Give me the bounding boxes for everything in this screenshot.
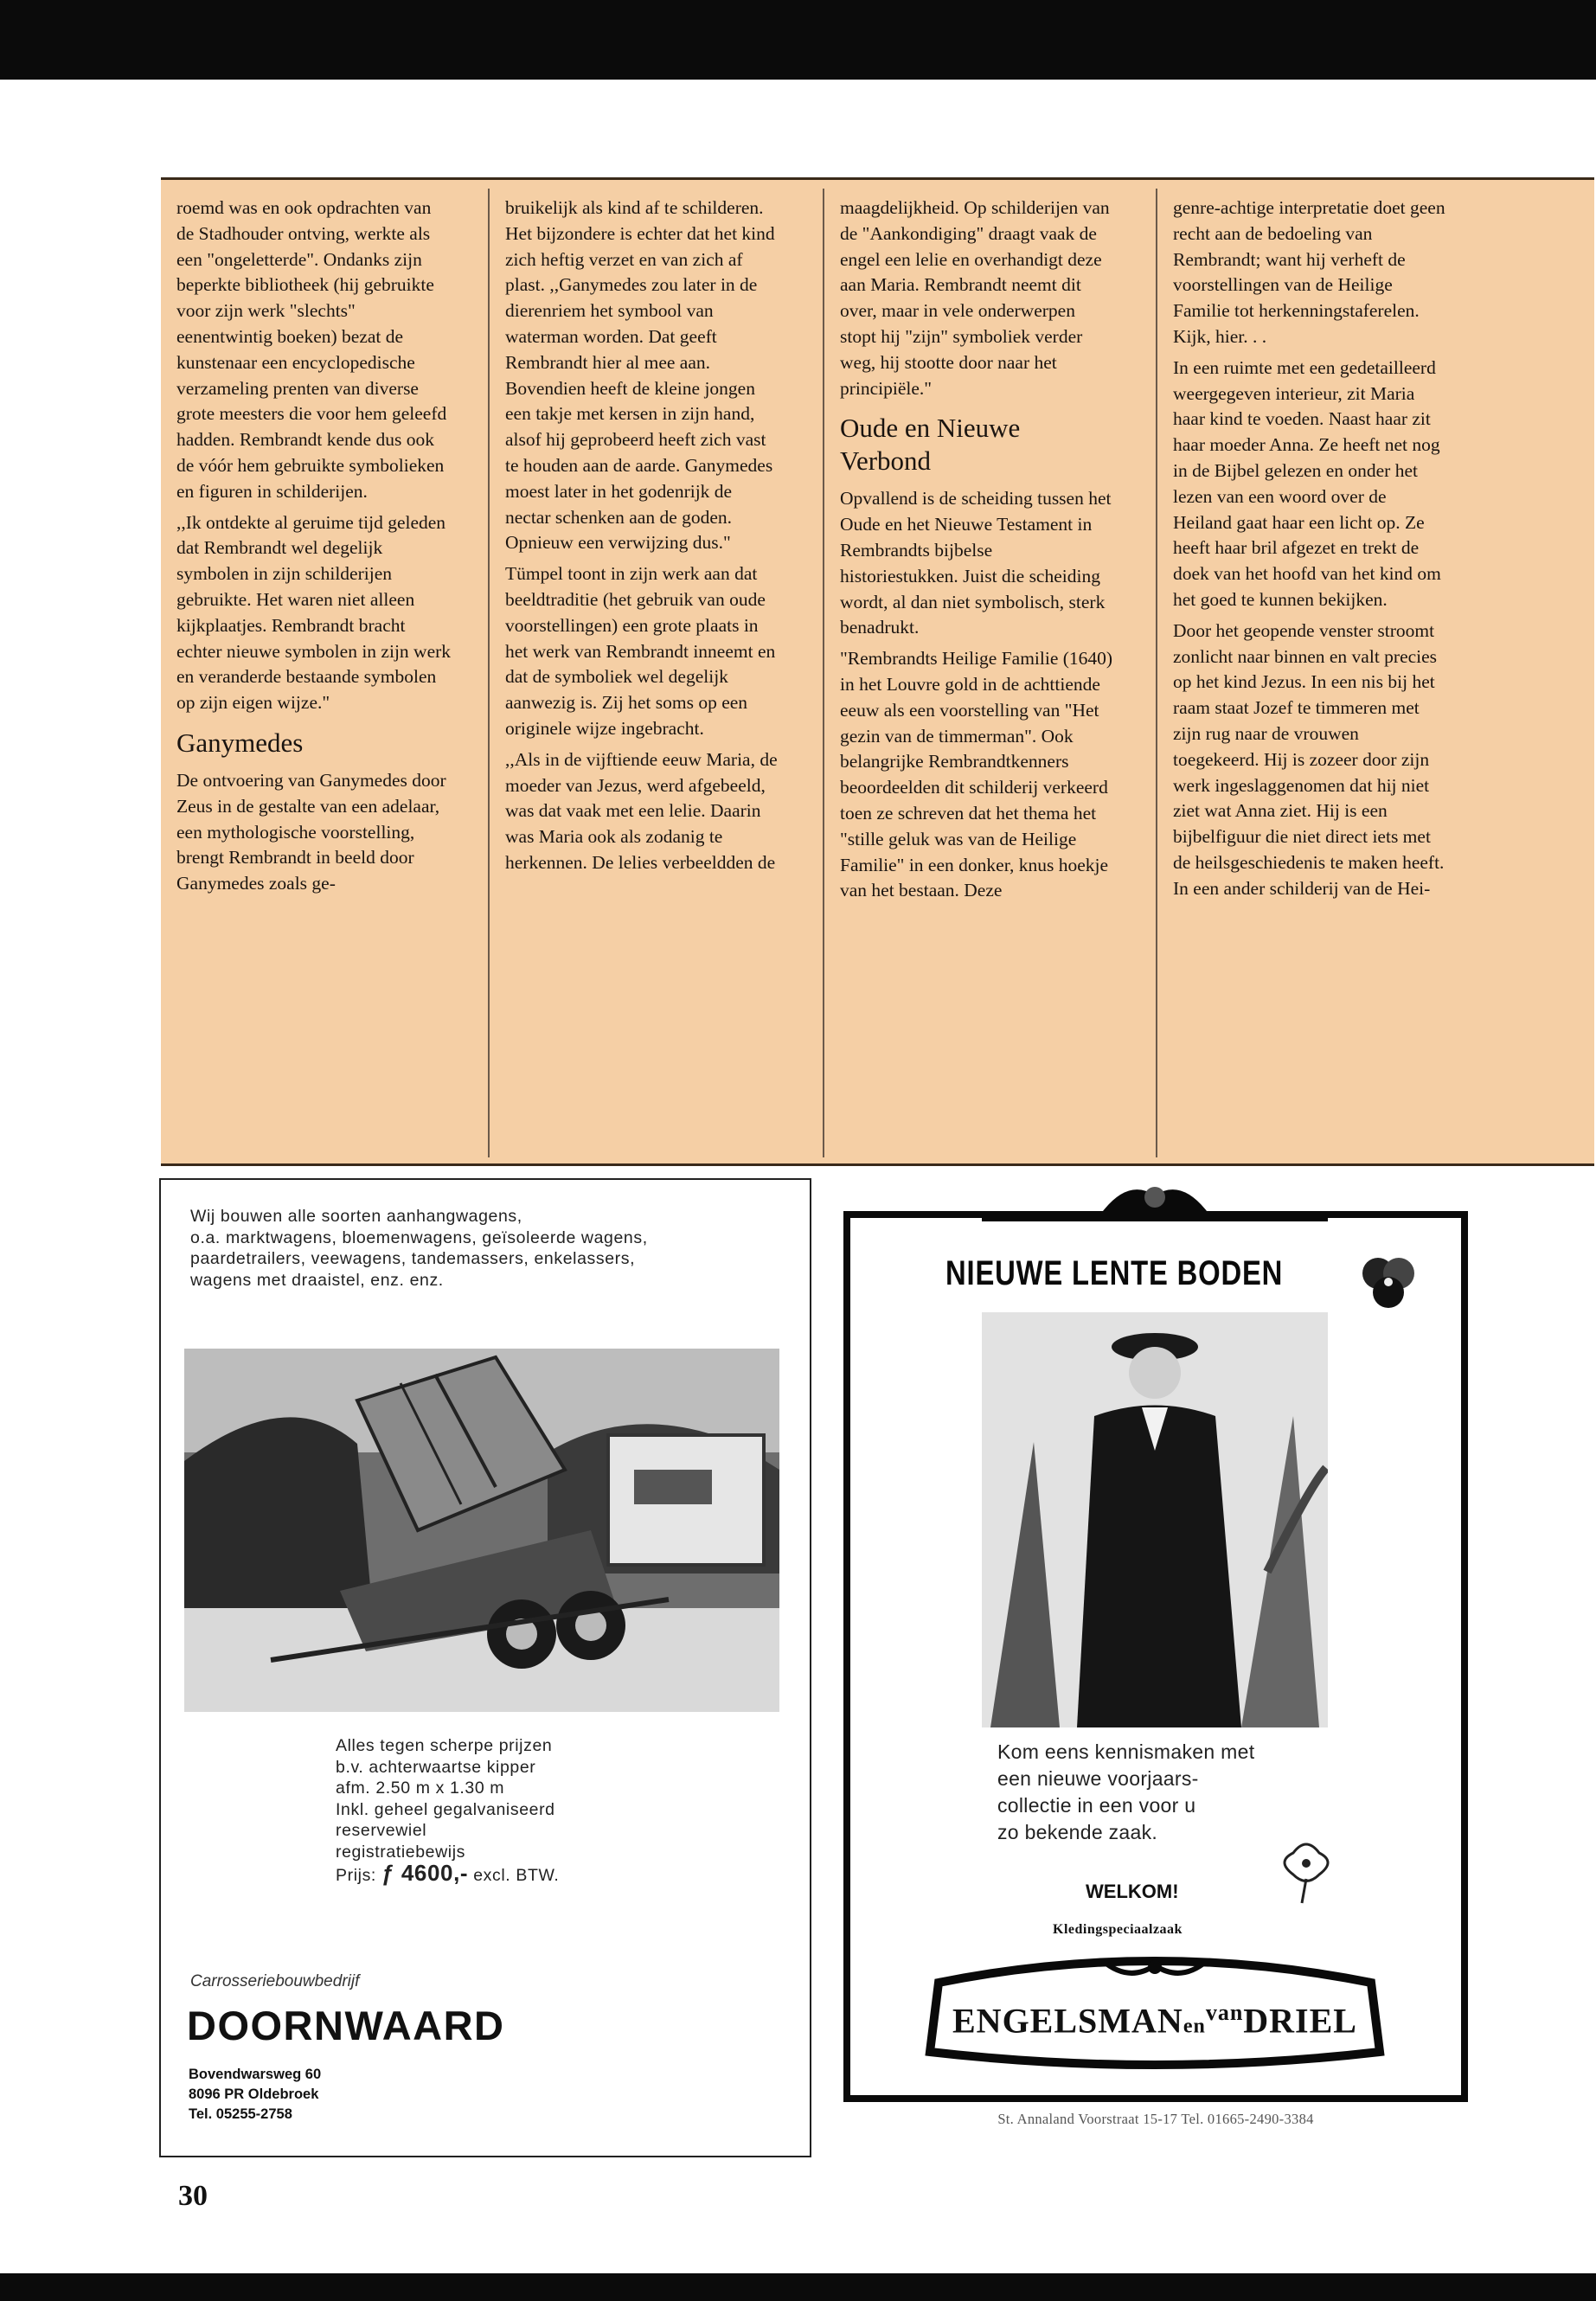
logo-text	[913, 2000, 1397, 2041]
ad-line: afm. 2.50 m x 1.30 m	[336, 1779, 505, 1798]
trailer-photo	[184, 1349, 779, 1712]
paragraph: Door het geopende venster stroomt zonlicht naar binnen en valt precies op het kind Jezus. In een nis bij het raam staat Jozef te timmeren met zijn rug naar de vrouwen toegekeerd. Hij is zozeer door zijn werk ingeslaggenomen dat hij niet ziet wat Anna ziet. Hij is een bijbelfiguur die niet direct iets met de heilsgeschiedenis te maken heeft. In een ander schilderij van de Hei-	[1173, 619, 1445, 899]
ad-line: Wij bouwen alle soorten aanhangwagens,	[190, 1207, 522, 1226]
ad-line: registratiebewijs	[336, 1842, 466, 1862]
article-column-3	[840, 195, 1115, 909]
ad-headline: NIEUWE LENTE BODEN	[945, 1254, 1284, 1292]
flower-sketch-icon	[1276, 1836, 1336, 1905]
paragraph: De ontvoering van Ganymedes door Zeus in de gestalte van een adelaar, een mythologische voorstelling, brengt Rembrandt in beeld door Ganymedes zoals ge-	[176, 769, 446, 894]
price-label: Prijs:	[336, 1866, 376, 1885]
ad-line: o.a. marktwagens, bloemenwagens, geïsoleerde wagens,	[190, 1227, 648, 1247]
pansy-flower-icon	[1354, 1247, 1423, 1317]
top-black-bar	[0, 0, 1596, 80]
bottom-black-bar	[0, 2273, 1596, 2301]
page-number: 30	[178, 2180, 208, 2212]
logo-left: ENGELSMAN	[952, 2001, 1183, 2041]
article-column-2	[505, 195, 780, 881]
column-divider	[823, 189, 824, 1157]
address-line: Tel. 05255-2758	[189, 2106, 292, 2122]
shop-type: Kledingspeciaalzaak	[1053, 1922, 1183, 1937]
article-body	[161, 177, 1594, 1166]
article-column-1	[176, 195, 452, 902]
logo-right: DRIEL	[1243, 2001, 1357, 2041]
ad-line: Inkl. geheel gegalvaniseerd	[336, 1799, 555, 1819]
company-name: DOORNWAARD	[187, 2003, 505, 2048]
paragraph: ,,Ik ontdekte al geruime tijd geleden dat Rembrandt wel degelijk symbolen in zijn schilderijen gebruikte. Het waren niet alleen kijkplaatjes. Rembrandt bracht echter nieuwe symbolen in zijn werk en veranderde bestaande symbolen op zijn eigen wijze."	[176, 511, 452, 714]
address-line: Bovendwarsweg 60	[189, 2067, 322, 2082]
ad-line: een nieuwe voorjaars-	[997, 1767, 1199, 1790]
paragraph: In een ruimte met een gedetailleerd weergegeven interieur, zit Maria haar kind te voeden. Naast haar zit haar moeder Anna. Ze heeft net nog in de Bijbel gelezen en onder het lezen van een woord over de Heiland gaat haar een licht op. Ze heeft haar bril afgezet en trekt de doek van het hoofd van het kind om het goed te kunnen bekijken.	[1173, 356, 1441, 610]
ad-line: Kom eens kennismaken met	[997, 1740, 1255, 1763]
company-address	[189, 2065, 321, 2125]
fashion-model-illustration	[982, 1312, 1328, 1727]
logo-van: van	[1205, 2000, 1244, 2025]
logo-en: en	[1183, 2015, 1206, 2038]
ad-line: reservewiel	[336, 1821, 427, 1840]
ad-line: collectie in een voor u	[997, 1794, 1196, 1817]
ad-offer-list	[336, 1735, 682, 1887]
paragraph: genre-achtige interpretatie doet geen recht aan de bedoeling van Rembrandt; want hij verheft de voorstellingen van de Heilige Familie tot herkenningstaferelen. Kijk, hier. . .	[1173, 197, 1445, 347]
ad-invitation	[997, 1739, 1326, 1846]
price-amount: ƒ 4600,-	[381, 1860, 469, 1886]
paragraph: roemd was en ook opdrachten van de Stadhouder ontving, werkte als een "ongeletterde". Ondanks zijn beperkte bibliotheek (hij gebruikte voor zijn werk "slechts" eenentwintig boeken) bezat de kunstenaar een encyclopedische verzameling prenten van diverse grote meesters die voor hem geleefd hadden. Rembrandt kende dus ook de vóór hem gebruikte symbolieken en figuren in schilderijen.	[176, 197, 447, 502]
welcome-text: WELKOM!	[1086, 1881, 1179, 1902]
paragraph: bruikelijk als kind af te schilderen. Het bijzondere is echter dat het kind zich heftig verzet en van zich af plast. ,,Ganymedes zou later in de dierenriem het symbool van waterman worden. Dat geeft Rembrandt hier al mee aan. Bovendien heeft de kleine jongen een takje met kersen in zijn hand, alsof hij geprobeerd heeft zich vast te houden aan de aarde. Ganymedes moest later in het godenrijk de nectar schenken aan de goden. Opnieuw een verwijzing dus."	[505, 197, 775, 554]
ad-intro-text	[190, 1206, 796, 1291]
advertisement-engelsman-van-driel	[843, 1178, 1468, 2145]
ad-line: zo bekende zaak.	[997, 1821, 1158, 1843]
ad-price-line	[336, 1862, 682, 1887]
company-tagline: Carrosseriebouwbedrijf	[190, 1972, 360, 1990]
price-suffix: excl. BTW.	[473, 1866, 560, 1885]
paragraph: maagdelijkheid. Op schilderijen van de "Aankondiging" draagt vaak de engel een lelie en overhandigt deze aan Maria. Rembrandt neemt dit over, maar in vele onderwerpen stopt hij "zijn" symboliek verder weg, hij stootte door naar het principiële."	[840, 197, 1110, 399]
paragraph: Opvallend is de scheiding tussen het Oude en het Nieuwe Testament in Rembrandts bijbelse historiestukken. Juist die scheiding wordt, al dan niet symbolisch, sterk benadrukt.	[840, 488, 1112, 638]
paragraph: "Rembrandts Heilige Familie (1640) in het Louvre gold in de achttiende eeuw als een voorstelling van "Het gezin van de timmerman". Ook belangrijke Rembrandtkenners beoordeelden dit schilderij verkeerd toen ze schreven dat het thema het "stille geluk was van de Heilige Familie" in een donker, knus hoekje van het bestaan. Deze	[840, 648, 1113, 901]
column-divider	[1156, 189, 1157, 1157]
ad-line: Alles tegen scherpe prijzen	[336, 1736, 553, 1755]
section-heading-ganymedes: Ganymedes	[176, 727, 304, 758]
column-divider	[488, 189, 490, 1157]
shop-logo	[913, 1948, 1397, 2078]
fashion-model-photo	[982, 1312, 1328, 1727]
article-column-4	[1173, 195, 1448, 907]
paragraph: Tümpel toont in zijn werk aan dat beeldtraditie (het gebruik van oude voorstellingen) een grote plaats in het werk van Rembrandt inneemt en dat de symboliek wel degelijk aanwezig is. Zij het soms op een originele wijze ingebracht.	[505, 563, 776, 739]
trailer-photo-illustration	[184, 1349, 779, 1712]
ad-line: paardetrailers, veewagens, tandemassers, enkelassers,	[190, 1249, 636, 1268]
address-line: 8096 PR Oldebroek	[189, 2086, 319, 2102]
advertisement-doornwaard	[159, 1178, 811, 2157]
shop-address: St. Annaland Voorstraat 15-17 Tel. 01665-2490-3384	[997, 2111, 1314, 2127]
ad-line: b.v. achterwaartse kipper	[336, 1757, 536, 1777]
paragraph: ,,Als in de vijftiende eeuw Maria, de moeder van Jezus, werd afgebeeld, was dat vaak met een lelie. Daarin was Maria ook als zodanig te herkennen. De lelies verbeeldden de	[505, 748, 778, 873]
section-heading-oude-en-nieuwe-verbond: Oude en Nieuwe Verbond	[840, 413, 1021, 477]
ad-line: wagens met draaistel, enz. enz.	[190, 1270, 444, 1290]
